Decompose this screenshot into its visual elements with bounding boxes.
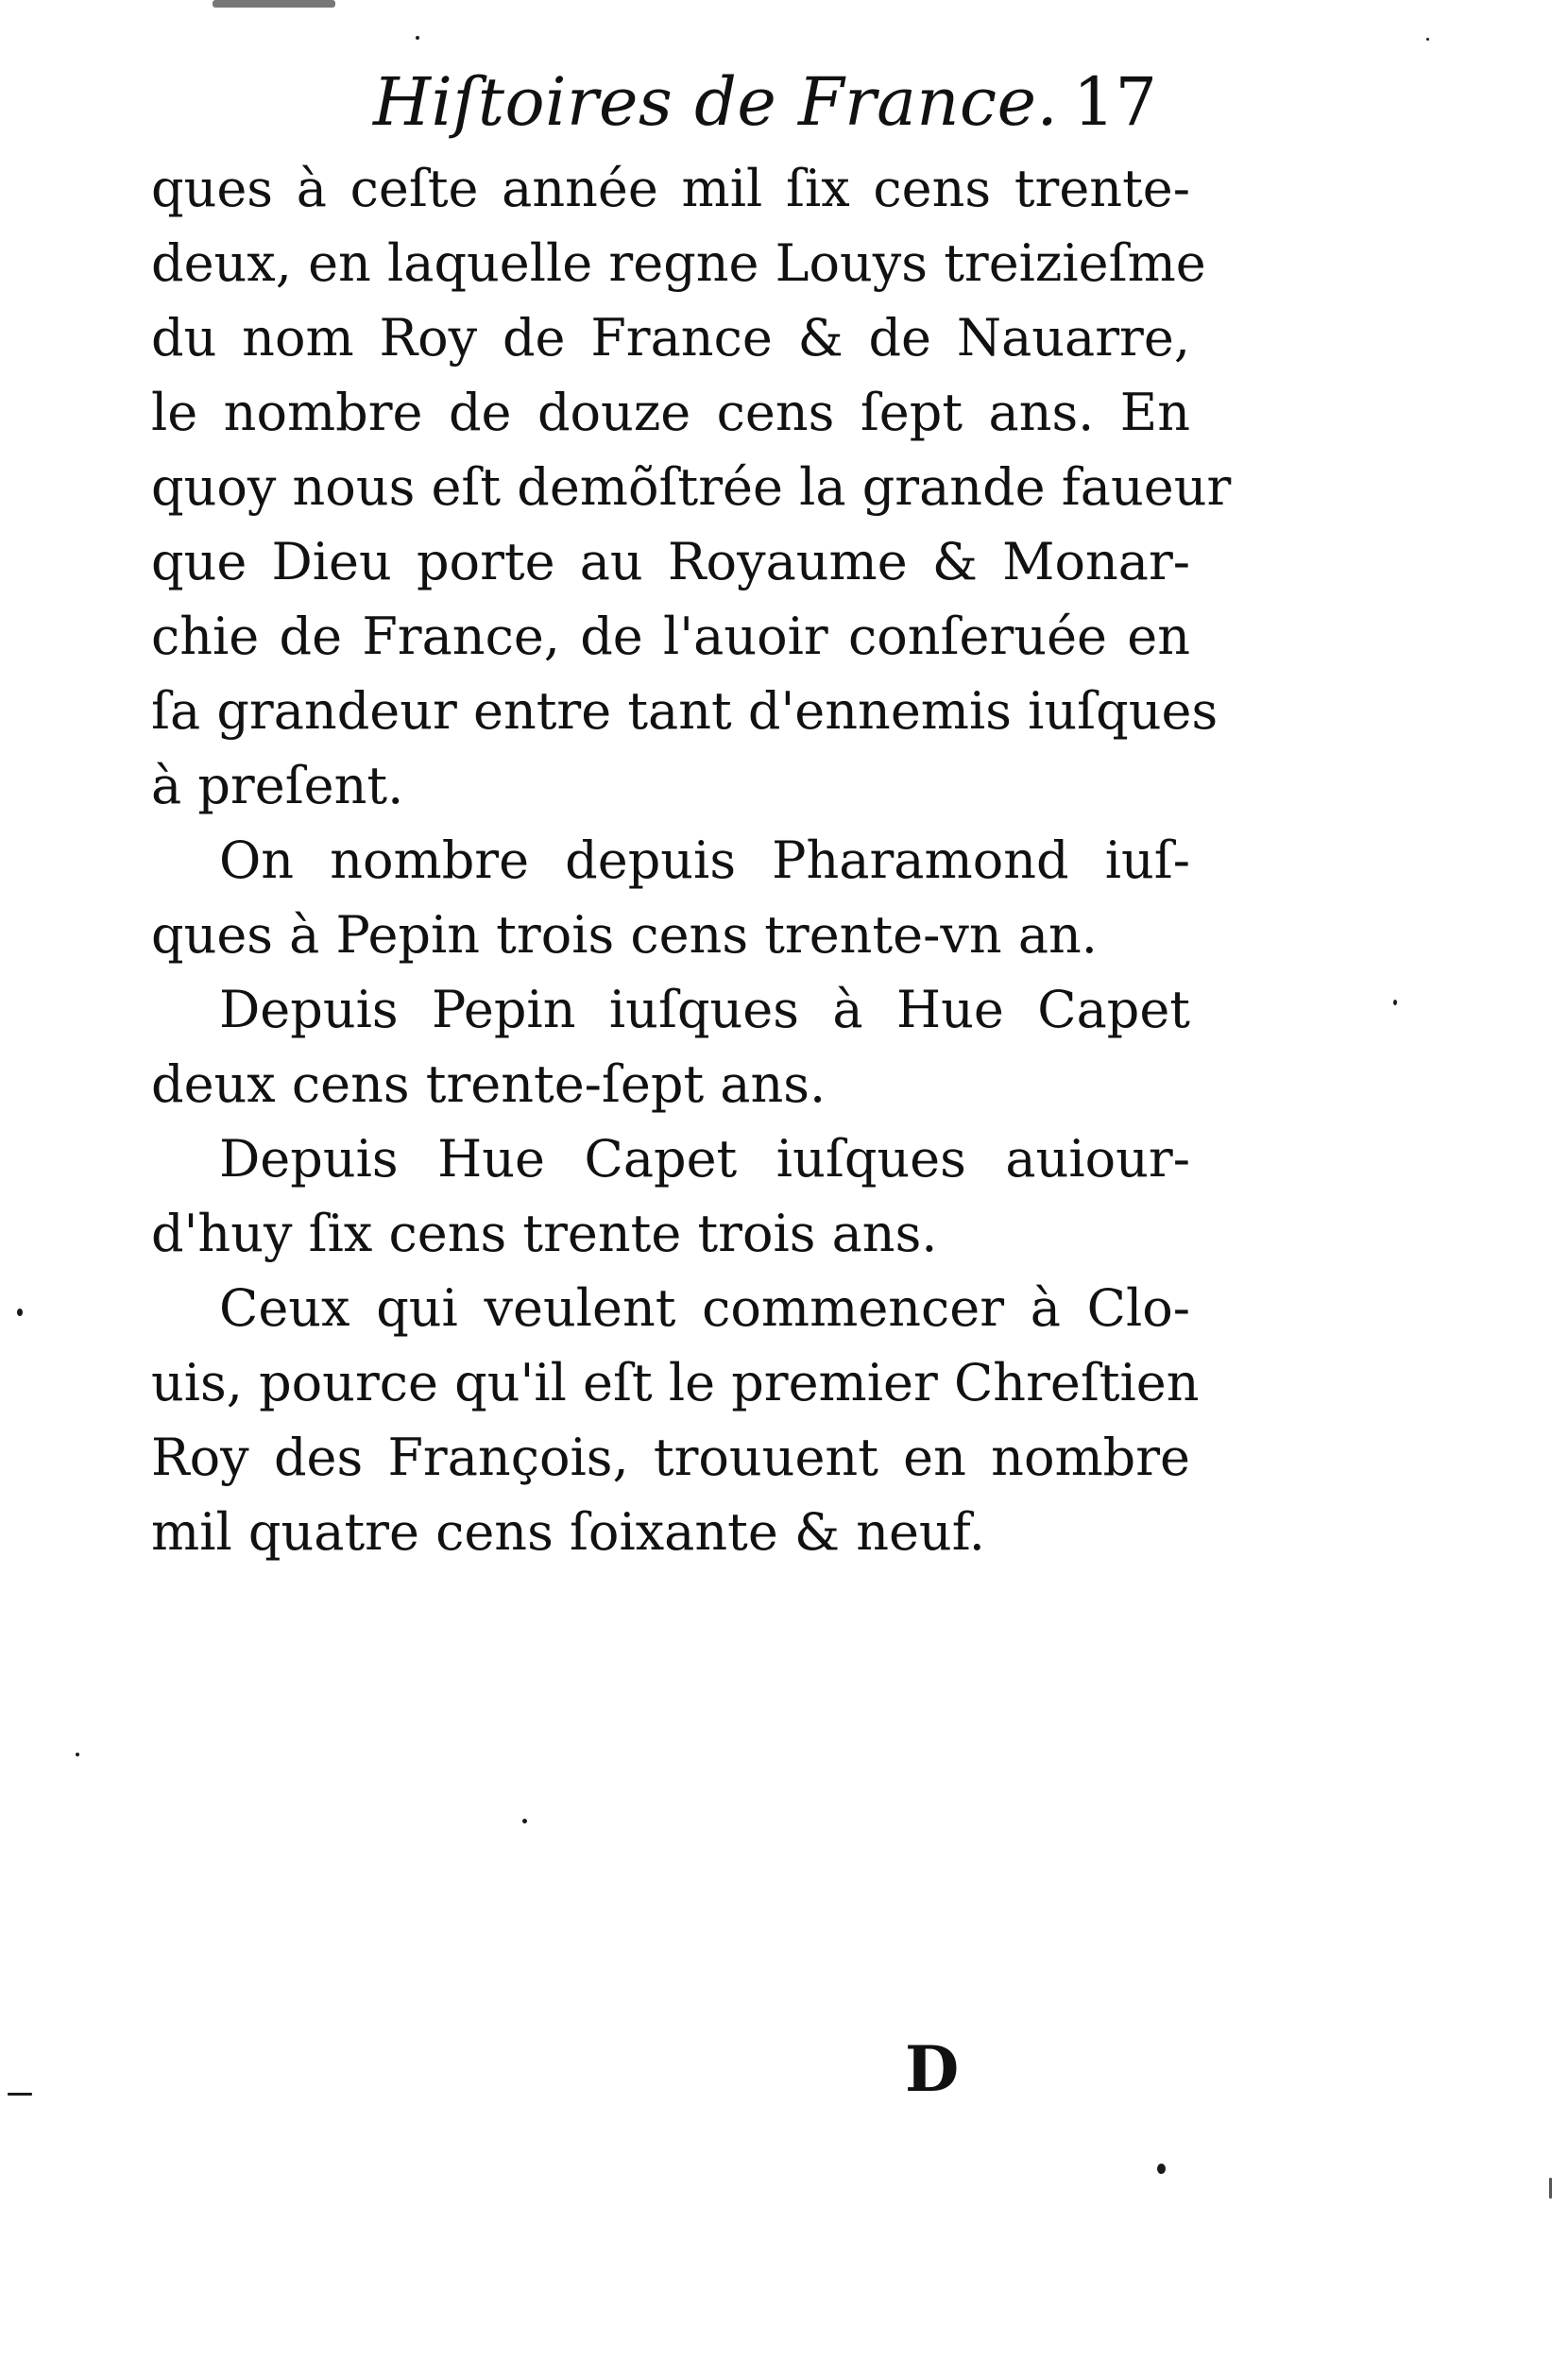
text-line: d'huy ſix cens trente trois ans.: [151, 1204, 938, 1263]
scan-speck: [1393, 1000, 1397, 1005]
text-line: ques à Pepin trois cens trente-vn an.: [151, 905, 1098, 965]
text-line: ſa grandeur entre tant d'ennemis iuſques: [151, 681, 1219, 741]
text-line: deux, en laquelle regne Louys treizieſme: [151, 233, 1206, 293]
body-text: [151, 151, 1232, 1569]
scan-speck: [1157, 2164, 1166, 2174]
text-line: quoy nous eſt demõſtrée la grande faueur: [151, 457, 1232, 517]
paragraph-4: [151, 1121, 1190, 1271]
text-line: chie de France, de l'auoir conſeruée en: [151, 607, 1190, 666]
scan-speck: [76, 1753, 79, 1756]
text-line: On nombre depuis Pharamond iuſ-: [219, 830, 1190, 890]
scan-speck: [522, 1819, 527, 1823]
text-line: que Dieu porte au Royaume & Monar-: [151, 532, 1190, 591]
text-line: Depuis Pepin iuſques à Hue Capet: [219, 980, 1190, 1039]
scan-speck: [416, 36, 419, 40]
paragraph-1: [151, 151, 1232, 823]
text-line: mil quatre cens ſoixante & neuf.: [151, 1502, 985, 1562]
paragraph-3: [151, 972, 1190, 1121]
text-line: uis, pource qu'il eſt le premier Chreſtien: [151, 1353, 1200, 1412]
scan-speck: [213, 0, 335, 8]
scan-speck: [17, 1309, 23, 1316]
text-line: du nom Roy de France & de Nauarre,: [151, 308, 1190, 368]
scan-speck: [8, 2093, 32, 2096]
page-number: 17: [1072, 63, 1157, 141]
paragraph-5: [151, 1271, 1200, 1569]
scan-speck: [1426, 38, 1429, 41]
running-head: [373, 55, 1157, 149]
running-title: Hiſtoires de France.: [373, 63, 1059, 141]
text-line: Roy des François, trouuent en nombre: [151, 1428, 1190, 1487]
text-line: Depuis Hue Capet iuſques auiour-: [219, 1129, 1190, 1189]
scan-speck: [1549, 2178, 1552, 2199]
text-line: Ceux qui veulent commencer à Clo-: [219, 1278, 1190, 1338]
signature-mark: D: [905, 2032, 960, 2106]
text-line: ques à ceſte année mil ſix cens trente-: [151, 159, 1190, 218]
paragraph-2: [151, 823, 1190, 972]
text-line: le nombre de douze cens ſept ans. En: [151, 383, 1190, 442]
text-line: à preſent.: [151, 756, 404, 815]
text-line: deux cens trente-ſept ans.: [151, 1054, 827, 1114]
